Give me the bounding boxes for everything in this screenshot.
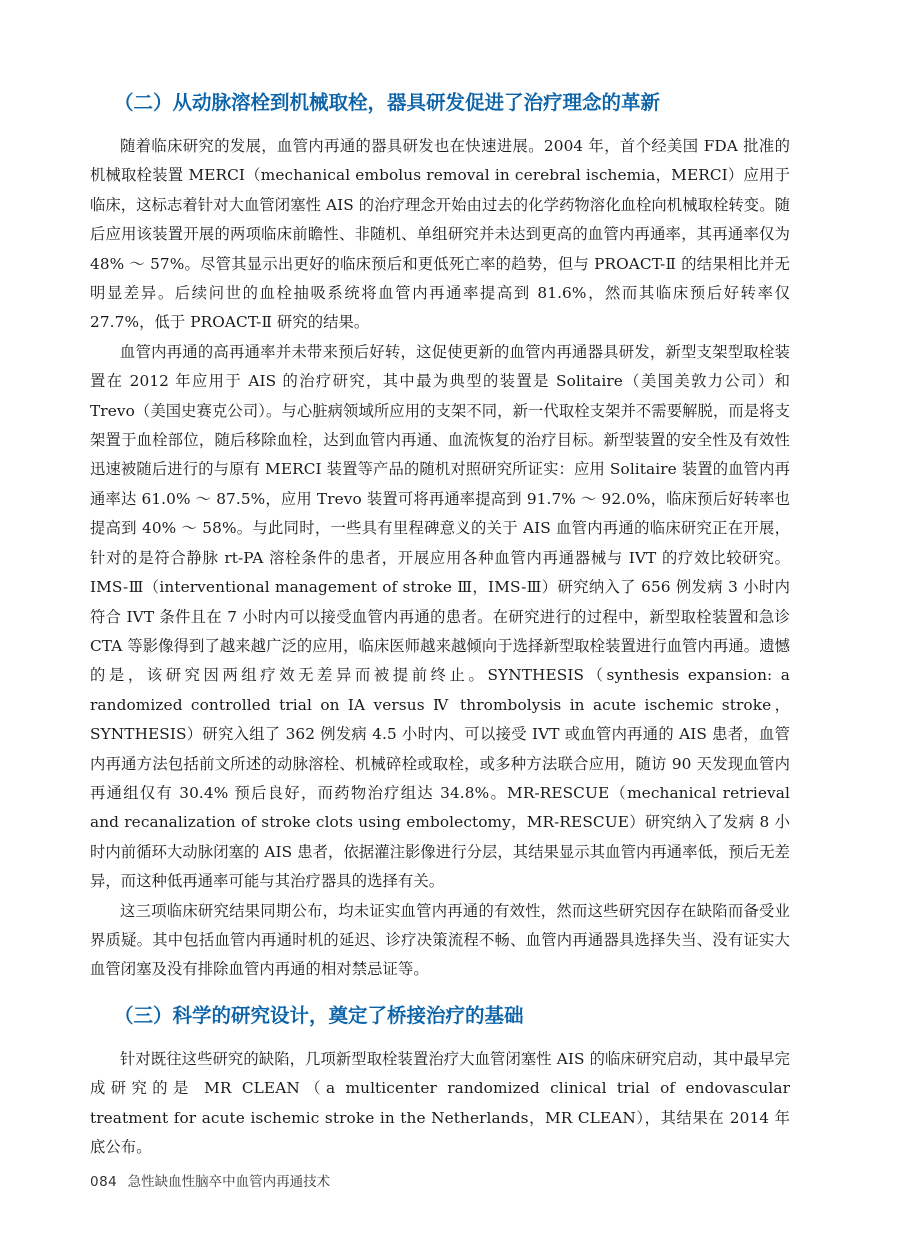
paragraph: 这三项临床研究结果同期公布，均未证实血管内再通的有效性，然而这些研究因存在缺陷而备受业界质疑。其中包括血管内再通时机的延迟、诊疗决策流程不畅、血管内再通器具选择失当、没有证实大血管闭塞及没有排除血管内再通的相对禁忌证等。: [90, 901, 790, 979]
page-content: [90, 88, 790, 1162]
paragraph: 针对既往这些研究的缺陷，几项新型取栓装置治疗大血管闭塞性 AIS 的临床研究启动，其中最早完成研究的是 MR CLEAN（a multicenter randomized clinical trial of endovascular treatment for acute ischemic stroke in the Netherlands，MR CLEAN），其结果在 2014 年底公布。: [90, 1049, 790, 1156]
paragraph: 随着临床研究的发展，血管内再通的器具研发也在快速进展。2004 年，首个经美国 FDA 批准的机械取栓装置 MERCI（mechanical embolus removal in cerebral ischemia，MERCI）应用于临床，这标志着针对大血管闭塞性 AIS 的治疗理念开始由过去的化学药物溶化血栓向机械取栓转变。随后应用该装置开展的两项临床前瞻性、非随机、单组研究并未达到更高的血管内再通率，其再通率仅为 48% ～ 57%。尽管其显示出更好的临床预后和更低死亡率的趋势，但与 PROACT-Ⅱ 的结果相比并无明显差异。后续问世的血栓抽吸系统将血管内再通率提高到 81.6%，然而其临床预后好转率仅 27.7%，低于 PROACT-Ⅱ 研究的结果。: [90, 137, 790, 332]
section-heading-3: （三）科学的研究设计，奠定了桥接治疗的基础: [114, 1003, 524, 1027]
paragraph: 血管内再通的高再通率并未带来预后好转，这促使更新的血管内再通器具研发，新型支架型取栓装置在 2012 年应用于 AIS 的治疗研究，其中最为典型的装置是 Solitaire（美国美敦力公司）和 Trevo（美国史赛克公司）。与心脏病领域所应用的支架不同，新一代取栓支架并不需要解脱，而是将支架置于血栓部位，随后移除血栓，达到血管内再通、血流恢复的治疗目标。新型装置的安全性及有效性迅速被随后进行的与原有 MERCI 装置等产品的随机对照研究所证实：应用 Solitaire 装置的血管内再通率达 61.0% ～ 87.5%，应用 Trevo 装置可将再通率提高到 91.7% ～ 92.0%，临床预后好转率也提高到 40% ～ 58%。与此同时，一些具有里程碑意义的关于 AIS 血管内再通的临床研究正在开展，针对的是符合静脉 rt-PA 溶栓条件的患者，开展应用各种血管内再通器械与 IVT 的疗效比较研究。IMS-Ⅲ（interventional management of stroke Ⅲ，IMS-Ⅲ）研究纳入了 656 例发病 3 小时内符合 IVT 条件且在 7 小时内可以接受血管内再通的患者。在研究进行的过程中，新型取栓装置和急诊 CTA 等影像得到了越来越广泛的应用，临床医师越来越倾向于选择新型取栓装置进行血管内再通。遗憾的是，该研究因两组疗效无差异而被提前终止。SYNTHESIS（synthesis expansion: a randomized controlled trial on IA versus Ⅳ thrombolysis in acute ischemic stroke，SYNTHESIS）研究入组了 362 例发病 4.5 小时内、可以接受 IVT 或血管内再通的 AIS 患者，血管内再通方法包括前文所述的动脉溶栓、机械碎栓或取栓，或多种方法联合应用，随访 90 天发现血管内再通组仅有 30.4% 预后良好，而药物治疗组达 34.8%。MR-RESCUE（mechanical retrieval and recanalization of stroke clots using embolectomy，MR-RESCUE）研究纳入了发病 8 小时内前循环大动脉闭塞的 AIS 患者，依据灌注影像进行分层，其结果显示其血管内再通率低，预后无差异，而这种低再通率可能与其治疗器具的选择有关。: [90, 342, 790, 891]
page-number: 084: [90, 1174, 118, 1190]
section-heading-2: （二）从动脉溶栓到机械取栓，器具研发促进了治疗理念的革新: [114, 91, 661, 114]
book-title: 急性缺血性脑卒中血管内再通技术: [127, 1174, 331, 1190]
page-footer: [90, 1170, 330, 1190]
